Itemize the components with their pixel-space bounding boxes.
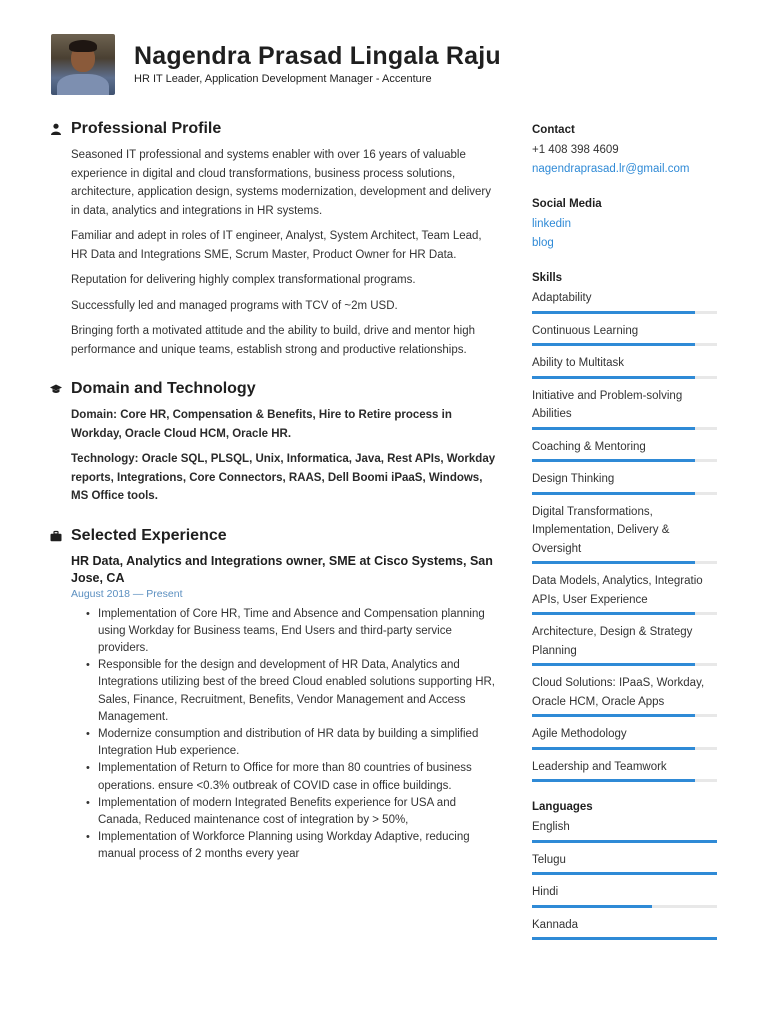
skill-bar-fill: [532, 747, 695, 750]
profile-paragraph: Successfully led and managed programs with TCV of ~2m USD.: [71, 299, 398, 312]
contact-heading: Contact: [532, 124, 575, 136]
linkedin-link[interactable]: linkedin: [532, 218, 571, 230]
skill-bar-fill: [532, 561, 695, 564]
profile-paragraph: Bringing forth a motivated attitude and the ability to build, drive and mentor high performance and unique teams, establish strong and productive relationships.: [71, 325, 476, 356]
language-bar: [532, 840, 717, 843]
experience-bullet: • Modernize consumption and distribution of HR data by building a simplified Integration Hub experience.: [98, 726, 500, 760]
skill-label: Agile Methodology: [532, 728, 627, 740]
skill-bar-fill: [532, 427, 695, 430]
experience-bullet: • Implementation of Workforce Planning using Workday Adaptive, reducing manual process of 2 months every year: [98, 829, 500, 863]
skills-list: [532, 289, 722, 782]
skill-bar: [532, 376, 717, 379]
blog-link[interactable]: blog: [532, 237, 554, 249]
profile-photo: [51, 34, 115, 95]
skill-label: Data Models, Analytics, Integratio APIs, User Experience: [532, 575, 703, 606]
candidate-tagline: HR IT Leader, Application Development Manager - Accenture: [134, 73, 432, 85]
skill-item: [532, 623, 722, 666]
social-block: [532, 198, 722, 253]
language-item: [532, 851, 722, 876]
job-date: August 2018 — Present: [71, 587, 183, 600]
skill-label: Initiative and Problem-solving Abilities: [532, 389, 683, 420]
language-label: Kannada: [532, 918, 579, 931]
skill-item: [532, 289, 722, 314]
candidate-name: Nagendra Prasad Lingala Raju: [134, 42, 501, 70]
skill-bar: [532, 459, 717, 462]
phone-number: +1 408 398 4609: [532, 144, 619, 156]
domain-title: Domain and Technology: [71, 380, 256, 397]
language-item: [532, 916, 722, 941]
skill-label: Adaptability: [532, 292, 592, 304]
experience-title: Selected Experience: [71, 526, 227, 544]
skill-label: Cloud Solutions: IPaaS, Workday, Oracle HCM, Oracle Apps: [532, 677, 705, 708]
language-bar: [532, 872, 717, 875]
job-title: HR Data, Analytics and Integrations owner, SME at Cisco Systems, San Jose, CA: [71, 553, 493, 585]
languages-heading: Languages: [532, 801, 593, 813]
skill-bar-fill: [532, 459, 695, 462]
skills-heading: Skills: [532, 272, 563, 284]
skill-bar: [532, 612, 717, 615]
profile-title: Professional Profile: [71, 120, 222, 137]
language-bar-fill: [532, 905, 652, 908]
skill-label: Leadership and Teamwork: [532, 760, 667, 773]
skill-label: Coaching & Mentoring: [532, 440, 646, 453]
skill-bar-fill: [532, 376, 695, 379]
domain-section-title: [50, 378, 500, 400]
skill-label: Continuous Learning: [532, 324, 639, 337]
technology-text: Technology: Oracle SQL, PLSQL, Unix, Informatica, Java, Rest APIs, Workday reports, Integrations, Core Connectors, RAAS, Dell Boomi iPaaS, Windows, MS Office tools.: [71, 453, 496, 502]
language-label: Telugu: [532, 853, 566, 866]
experience-bullets: [50, 606, 500, 864]
experience-bullet: • Implementation of Return to Office for more than 80 countries of business operations. ensure <0.3% outbreak of COVID case in office buildings.: [98, 760, 500, 794]
language-label: English: [532, 821, 570, 833]
skill-item: [532, 354, 722, 379]
language-bar: [532, 937, 717, 940]
skill-item: [532, 387, 722, 430]
skill-label: Design Thinking: [532, 473, 615, 485]
skill-item: [532, 470, 722, 495]
contact-block: [532, 124, 722, 179]
skill-item: [532, 438, 722, 463]
language-item: [532, 818, 722, 843]
skill-bar-fill: [532, 492, 695, 495]
language-bar-fill: [532, 840, 717, 843]
skill-item: [532, 674, 722, 717]
language-bar: [532, 905, 717, 908]
experience-bullet: • Responsible for the design and development of HR Data, Analytics and Integrations utilizing best of the breed Cloud enabled solutions supporting HR, Sales, Finance, Recruitment, Benefits, Vendor Management and Access Management.: [98, 657, 500, 726]
skill-bar-fill: [532, 343, 695, 346]
side-column: [532, 124, 722, 959]
skill-label: Digital Transformations, Implementation, Delivery & Oversight: [532, 505, 670, 555]
language-item: [532, 883, 722, 908]
skill-item: [532, 725, 722, 750]
email-link[interactable]: nagendraprasad.lr@gmail.com: [532, 163, 690, 175]
graduation-cap-icon: [50, 383, 62, 395]
skill-bar: [532, 663, 717, 666]
language-bar-fill: [532, 937, 717, 940]
experience-section-title: [50, 525, 500, 547]
skill-item: [532, 322, 722, 347]
skills-block: [532, 272, 722, 782]
language-bar-fill: [532, 872, 717, 875]
skill-item: [532, 758, 722, 783]
skill-item: [532, 503, 722, 565]
skill-bar-fill: [532, 714, 695, 717]
profile-paragraph: Reputation for delivering highly complex transformational programs.: [71, 274, 416, 286]
skill-bar: [532, 427, 717, 430]
skill-bar-fill: [532, 779, 695, 782]
experience-bullet: • Implementation of modern Integrated Benefits experience for USA and Canada, Reduced maintenance cost of integration by > 50%,: [98, 795, 500, 829]
profile-paragraph: Familiar and adept in roles of IT engineer, Analyst, System Architect, Team Lead, HR Data and Integrations SME, Scrum Master, Product Owner for HR Data.: [71, 230, 482, 261]
skill-bar: [532, 311, 717, 314]
skill-label: Architecture, Design & Strategy Planning: [532, 626, 693, 657]
experience-bullet: • Implementation of Core HR, Time and Absence and Compensation planning using Workday for Business teams, End Users and third-party service providers.: [98, 606, 500, 658]
social-heading: Social Media: [532, 198, 602, 210]
profile-section-title: [50, 118, 500, 140]
main-column: [50, 118, 500, 864]
skill-bar: [532, 779, 717, 782]
skill-bar: [532, 492, 717, 495]
profile-paragraph: Seasoned IT professional and systems enabler with over 16 years of valuable experience in digital and cloud transformations, business process solutions, architecture, application design, systems modernization, development and delivery in data, analytics and integrations in HR systems.: [71, 149, 491, 217]
skill-bar: [532, 561, 717, 564]
skill-bar: [532, 714, 717, 717]
skill-label: Ability to Multitask: [532, 357, 625, 369]
skill-bar: [532, 747, 717, 750]
briefcase-icon: [50, 530, 62, 542]
languages-block: [532, 801, 722, 940]
person-icon: [50, 123, 62, 135]
skill-bar: [532, 343, 717, 346]
skill-item: [532, 572, 722, 615]
skill-bar-fill: [532, 612, 695, 615]
language-label: Hindi: [532, 886, 559, 898]
skill-bar-fill: [532, 663, 695, 666]
skill-bar-fill: [532, 311, 695, 314]
domain-text: Domain: Core HR, Compensation & Benefits, Hire to Retire process in Workday, Oracle Cloud HCM, Oracle HR.: [71, 409, 452, 440]
